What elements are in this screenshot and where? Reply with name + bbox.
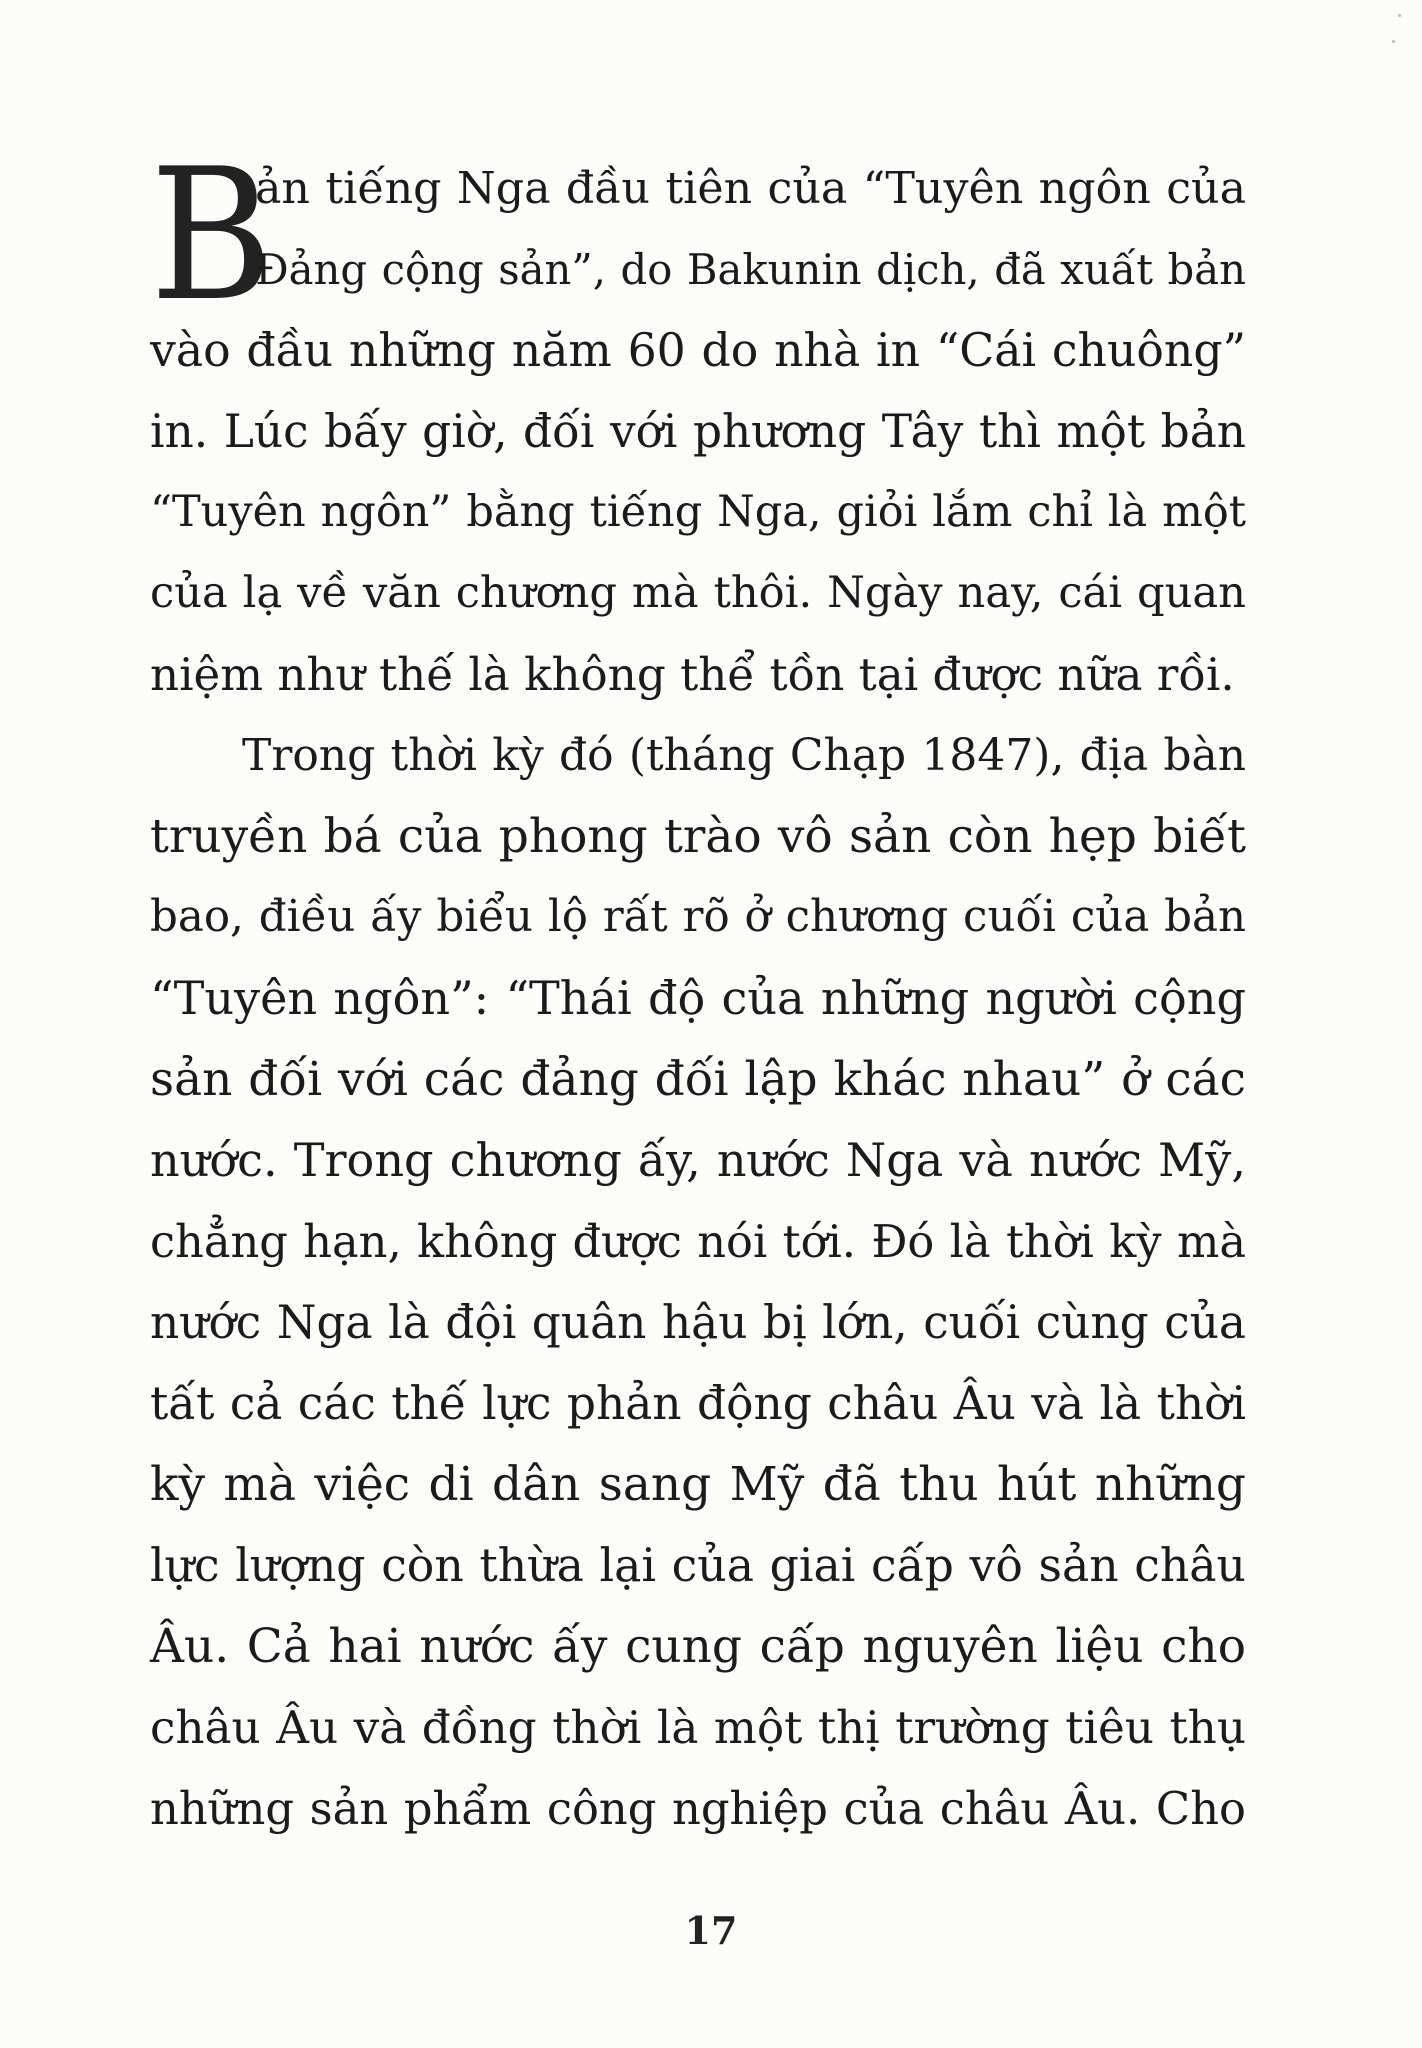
text-line: tất cả các thế lực phản động châu Âu và là thời [150, 1377, 1246, 1430]
paragraph-2 [150, 715, 1246, 1849]
text-line: nước Nga là đội quân hậu bị lớn, cuối cùng của [150, 1296, 1246, 1349]
scan-speck [1392, 40, 1395, 43]
text-line: sản đối với các đảng đối lập khác nhau” ở các [150, 1052, 1246, 1107]
text-line: Đảng cộng sản”, do Bakunin dịch, đã xuất bản [255, 245, 1246, 294]
page-number: 17 [684, 1908, 738, 1953]
text-line: Trong thời kỳ đó (tháng Chạp 1847), địa bàn [242, 730, 1246, 781]
text-line: kỳ mà việc di dân sang Mỹ đã thu hút những [150, 1457, 1246, 1512]
text-line: bao, điều ấy biểu lộ rất rõ ở chương cuối của bản [150, 892, 1246, 942]
text-line: vào đầu những năm 60 do nhà in “Cái chuông” [150, 324, 1246, 377]
text-line: “Tuyên ngôn”: “Thái độ của những người cộng [150, 971, 1246, 1025]
text-line: truyền bá của phong trào vô sản còn hẹp biết [150, 809, 1246, 864]
text-line: nước. Trong chương ấy, nước Nga và nước Mỹ, [150, 1133, 1246, 1187]
scan-speck [1398, 14, 1401, 17]
text-line: lực lượng còn thừa lại của giai cấp vô sản châu [150, 1539, 1246, 1592]
text-line: châu Âu và đồng thời là một thị trường tiêu thụ [150, 1701, 1246, 1754]
text-line: của lạ về văn chương mà thôi. Ngày nay, cái quan [150, 568, 1246, 618]
text-line: những sản phẩm công nghiệp của châu Âu. Cho [150, 1782, 1246, 1835]
paragraph-1 [150, 129, 1246, 715]
text-line: ản tiếng Nga đầu tiên của “Tuyên ngôn của [255, 163, 1246, 214]
body-text [150, 129, 1246, 1849]
text-line: “Tuyên ngôn” bằng tiếng Nga, giỏi lắm chỉ là một [150, 487, 1246, 537]
text-line: Âu. Cả hai nước ấy cung cấp nguyên liệu cho [150, 1619, 1246, 1674]
text-line: in. Lúc bấy giờ, đối với phương Tây thì một bản [150, 405, 1246, 458]
drop-cap-letter: B [150, 129, 274, 341]
text-line: niệm như thế là không thể tồn tại được nữa rồi. [150, 648, 1235, 701]
text-line: chẳng hạn, không được nói tới. Đó là thời kỳ mà [150, 1215, 1246, 1268]
